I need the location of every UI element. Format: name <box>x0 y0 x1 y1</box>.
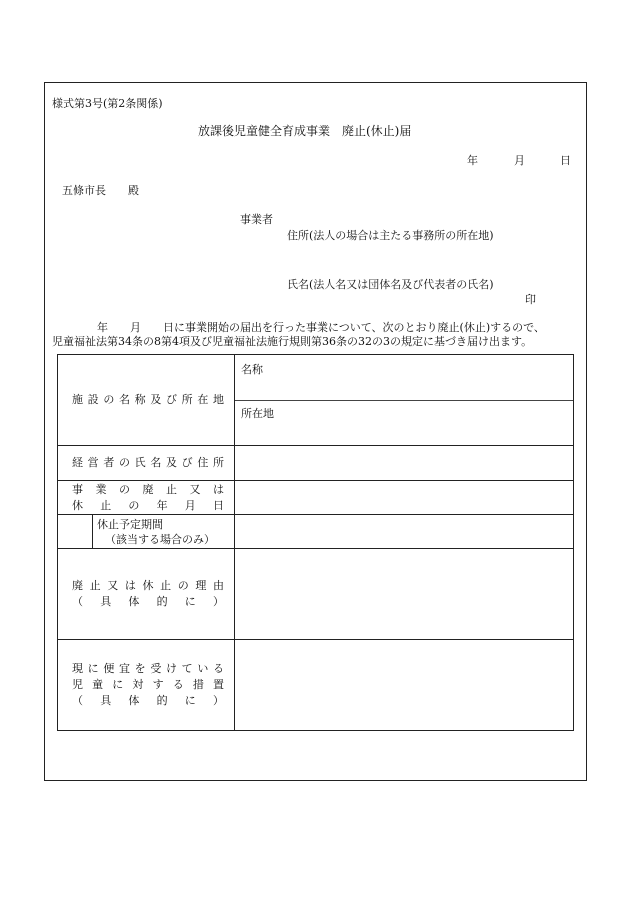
row-facility <box>58 355 574 446</box>
row-manager <box>58 446 574 481</box>
suspension-period-value-cell[interactable] <box>235 515 574 549</box>
row-suspension-period <box>58 515 574 549</box>
notification-table <box>57 354 574 731</box>
manager-label-cell <box>58 446 235 481</box>
measures-line-1: 現に便宜を受けている <box>72 662 224 675</box>
abolition-date-line-1: 事業の廃止又は <box>72 482 224 496</box>
abolition-date-value-cell[interactable] <box>235 481 574 515</box>
date-year: 年 <box>467 154 478 167</box>
facility-address-label: 所在地 <box>241 407 274 420</box>
suspension-period-label-cell <box>93 515 235 549</box>
declaration-line-1: 年 月 日に事業開始の届出を行った事業について、次のとおり廃止(休止)するので、 <box>97 321 545 334</box>
measures-value-cell[interactable] <box>235 640 574 731</box>
abolition-date-line-2: 休止の年月日 <box>72 498 224 512</box>
seal-mark: 印 <box>525 293 536 306</box>
row-abolition-date <box>58 481 574 515</box>
address-label: 住所(法人の場合は主たる事務所の所在地) <box>287 229 494 242</box>
facility-divider <box>235 400 573 401</box>
operator-label: 事業者 <box>240 213 273 226</box>
row-reason <box>58 549 574 640</box>
date-day: 日 <box>560 154 571 167</box>
suspension-indent-cell <box>58 515 93 549</box>
facility-label: 施設の名称及び所在地 <box>72 393 224 406</box>
form-title: 放課後児童健全育成事業 廃止(休止)届 <box>198 124 412 138</box>
date-month: 月 <box>514 154 525 167</box>
measures-line-3: （具体的に） <box>72 694 224 707</box>
reason-line-2: （具体的に） <box>72 595 224 608</box>
suspension-period-line-2: （該当する場合のみ） <box>105 532 215 546</box>
declaration-text <box>52 321 582 349</box>
manager-value-cell[interactable] <box>235 446 574 481</box>
reason-value-cell[interactable] <box>235 549 574 640</box>
measures-line-2: 児童に対する措置 <box>72 678 224 691</box>
row-measures <box>58 640 574 731</box>
reason-line-1: 廃止又は休止の理由 <box>72 579 224 592</box>
form-number: 様式第3号(第2条関係) <box>52 97 163 110</box>
manager-label: 経営者の氏名及び住所 <box>72 456 224 469</box>
measures-label-cell <box>58 640 235 731</box>
facility-label-cell <box>58 355 235 446</box>
abolition-date-label-cell <box>58 481 235 515</box>
suspension-period-line-1: 休止予定期間 <box>97 517 163 531</box>
reason-label-cell <box>58 549 235 640</box>
name-label: 氏名(法人名又は団体名及び代表者の氏名) <box>287 278 494 291</box>
addressee: 五條市長 殿 <box>62 184 139 197</box>
facility-value-cell[interactable] <box>235 355 574 446</box>
declaration-line-2: 児童福祉法第34条の8第4項及び児童福祉法施行規則第36条の32の3の規定に基づき届け出ます。 <box>52 335 533 348</box>
facility-name-label: 名称 <box>241 363 263 376</box>
